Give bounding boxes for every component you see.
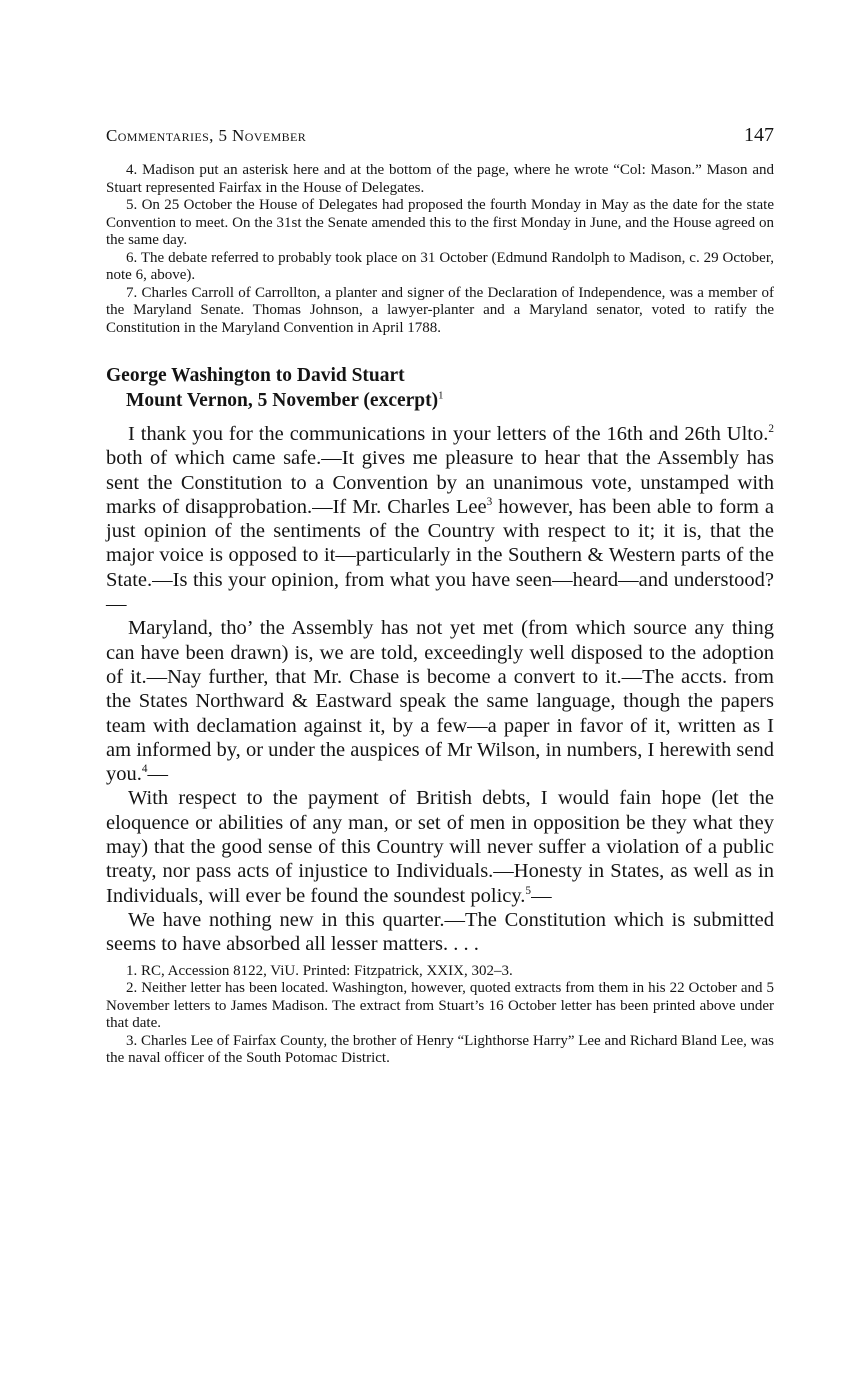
body-paragraph-2 [106,616,774,786]
footnote-2: 2. Neither letter has been located. Washington, however, quoted extracts from them in his 22 October and 5 November letters to James Madison. The extract from Stuart’s 16 October letter has been printed above under that date. [106,980,774,1032]
note-4: 4. Madison put an asterisk here and at the bottom of the page, where he wrote “Col: Mason.” Mason and Stuart represented Fairfax in the House of Delegates. [106,162,774,196]
paragraph-text: both of which came safe.—It gives me pleasure to hear that the Assembly has sent the Constitution to a Convention by an unanimous vote, unstamped with marks of disapprobation.—If Mr. Charles Lee [106,447,774,518]
paragraph-text: Maryland, tho’ the Assembly has not yet met (from which source any thing can have been drawn) is, we are told, exceedingly well disposed to the adoption of it.—Nay further, that Mr. Chase is become a convert to it.—The accts. from the States Northward & Eastward speak the same language, though the papers team with declamation against it, by a few—a paper in favor of it, written as I am informed by, or under the auspices of Mr Wilson, in numbers, I herewith send you. [106,617,774,786]
running-title: Commentaries, 5 November [106,126,307,145]
letter-body [106,422,774,957]
top-notes [106,162,774,337]
footnote-3: 3. Charles Lee of Fairfax County, the brother of Henry “Lighthorse Harry” Lee and Richard Bland Lee, was the naval officer of the South Potomac District. [106,1032,774,1067]
paragraph-text: With respect to the payment of British debts, I would fain hope (let the eloquence or abilities of any man, or set of men in opposition be they what they may) that the good sense of this Country will never suffer a violation of a public treaty, nor pass acts of injustice to Individuals.—Honesty in States, as well as in Individuals, will ever be found the soundest policy. [106,787,774,907]
body-paragraph-1 [106,422,774,616]
paragraph-text: — [531,884,552,907]
document-page [106,124,774,1068]
page-number: 147 [744,124,774,146]
letter-heading-place-date [106,388,774,413]
note-5: 5. On 25 October the House of Delegates had proposed the fourth Monday in May as the date for the state Convention to meet. On the 31st the Senate amended this to the first Monday in June, and the House agreed on the same day. [106,197,774,248]
footnote-ref-3: 3 [486,496,493,509]
letter-heading [106,363,774,413]
footnote-ref-1: 1 [438,389,444,402]
paragraph-text: — [147,763,169,786]
bottom-notes [106,963,774,1068]
footnote-ref-5: 5 [525,884,532,897]
running-head [106,124,774,158]
body-paragraph-3 [106,786,774,907]
footnote-ref-4: 4 [141,763,148,776]
paragraph-text: We have nothing new in this quarter.—The Constitution which is submitted seems to have absorbed all lesser matters. . . . [106,908,774,956]
paragraph-text: however, has been able to form a just opinion of the sentiments of the Country with respect to it; it is, that the major voice is opposed to it—particularly in the Southern & Western parts of the State.—Is this your opinion, from what you have seen—heard—and understood?— [106,495,774,616]
footnote-1: 1. RC, Accession 8122, ViU. Printed: Fitzpatrick, XXIX, 302–3. [126,962,513,979]
letter-heading-title: George Washington to David Stuart [106,365,405,386]
paragraph-text: I thank you for the communications in your letters of the 16th and 26th Ulto. [128,423,769,445]
footnote-ref-2: 2 [768,423,774,436]
body-paragraph-4 [106,908,774,957]
letter-heading-place-date-text: Mount Vernon, 5 November (excerpt) [126,390,439,411]
note-7: 7. Charles Carroll of Carrollton, a planter and signer of the Declaration of Independence, was a member of the Maryland Senate. Thomas Johnson, a lawyer-planter and a Maryland senator, voted to ratify the Constitution in the Maryland Convention in April 1788. [106,284,774,336]
note-6: 6. The debate referred to probably took place on 31 October (Edmund Randolph to Madison, c. 29 October, note 6, above). [106,249,774,283]
